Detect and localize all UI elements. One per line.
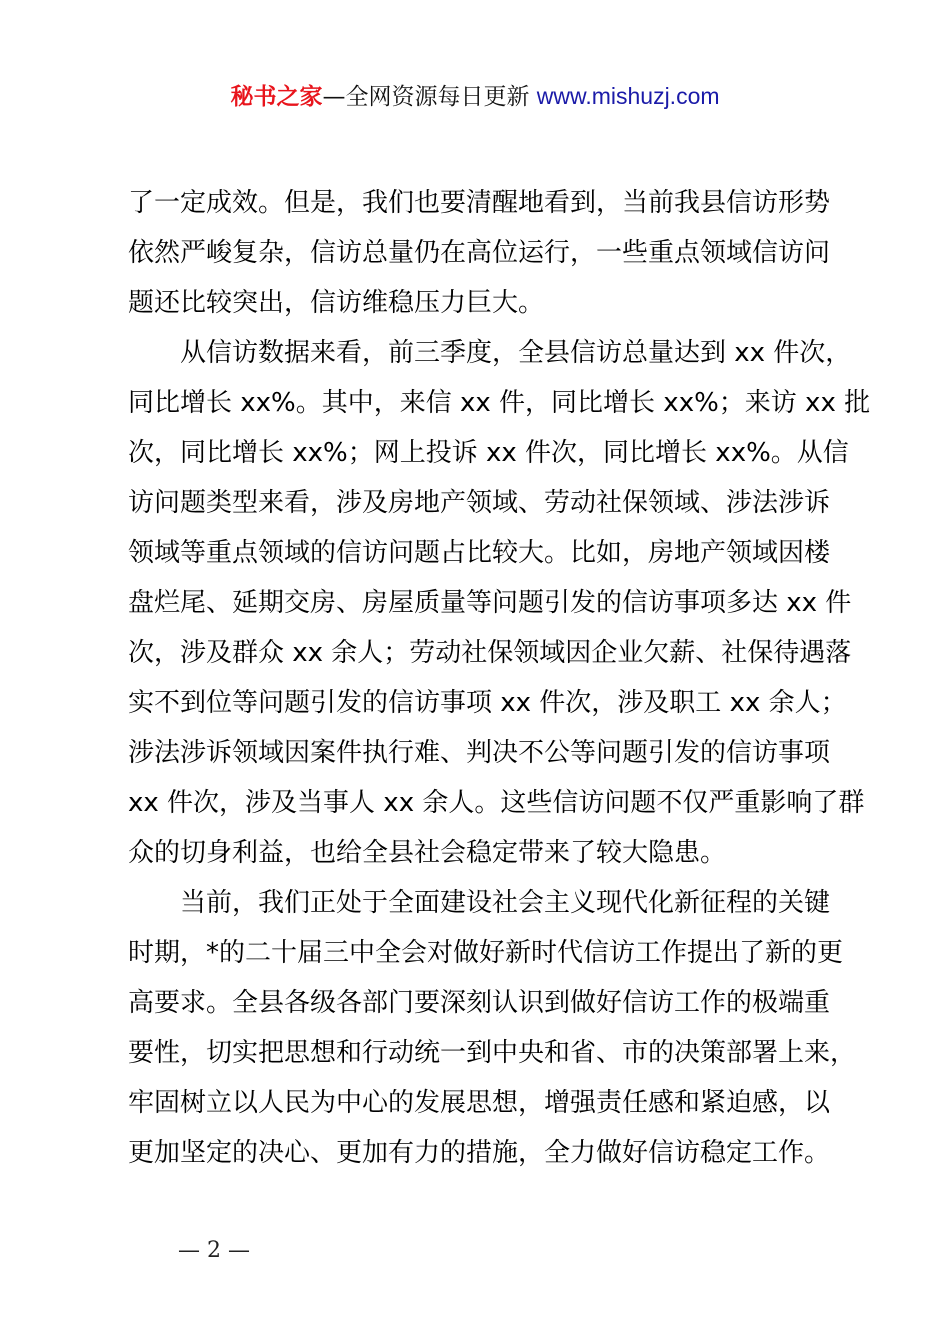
text-line: 访问题类型来看，涉及房地产领域、劳动社保领域、涉法涉诉 bbox=[128, 488, 831, 518]
text-line: 众的切身利益，也给全县社会稳定带来了较大隐患。 bbox=[128, 838, 727, 868]
document-body bbox=[128, 178, 871, 1178]
site-url-link[interactable]: www.mishuzj.com bbox=[536, 83, 720, 109]
text-line: 高要求。全县各级各部门要深刻认识到做好信访工作的极端重 bbox=[128, 988, 831, 1018]
site-tagline: —全网资源每日更新 bbox=[322, 84, 537, 110]
text-line: 要性，切实把思想和行动统一到中央和省、市的决策部署上来， bbox=[128, 1038, 857, 1068]
text-line: 题还比较突出，信访维稳压力巨大。 bbox=[128, 288, 545, 318]
text-line: 领域等重点领域的信访问题占比较大。比如，房地产领域因楼 bbox=[128, 538, 831, 568]
text-line: 牢固树立以人民为中心的发展思想，增强责任感和紧迫感，以 bbox=[128, 1088, 831, 1118]
text-line: 涉法涉诉领域因案件执行难、判决不公等问题引发的信访事项 bbox=[128, 738, 831, 768]
text-line: xx 件次，涉及当事人 xx 余人。这些信访问题不仅严重影响了群 bbox=[128, 788, 865, 818]
paragraph-start-line: 当前，我们正处于全面建设社会主义现代化新征程的关键 bbox=[180, 888, 831, 918]
text-line: 盘烂尾、延期交房、房屋质量等问题引发的信访事项多达 xx 件 bbox=[128, 588, 852, 618]
site-brand: 秘书之家 bbox=[230, 84, 323, 110]
text-line: 实不到位等问题引发的信访事项 xx 件次，涉及职工 xx 余人； bbox=[128, 688, 847, 718]
page-number: — 2 — bbox=[178, 1238, 250, 1263]
text-line: 更加坚定的决心、更加有力的措施，全力做好信访稳定工作。 bbox=[128, 1138, 831, 1168]
paragraph-start-line: 从信访数据来看，前三季度，全县信访总量达到 xx 件次， bbox=[180, 338, 852, 368]
text-line: 依然严峻复杂，信访总量仍在高位运行，一些重点领域信访问 bbox=[128, 238, 831, 268]
page-header bbox=[0, 79, 950, 114]
text-line: 同比增长 xx%。其中，来信 xx 件，同比增长 xx%；来访 xx 批 bbox=[128, 388, 871, 418]
text-line: 时期，*的二十届三中全会对做好新时代信访工作提出了新的更 bbox=[128, 938, 844, 968]
text-line: 次，同比增长 xx%；网上投诉 xx 件次，同比增长 xx%。从信 bbox=[128, 438, 849, 468]
text-line: 次，涉及群众 xx 余人；劳动社保领域因企业欠薪、社保待遇落 bbox=[128, 638, 852, 668]
text-line: 了一定成效。但是，我们也要清醒地看到，当前我县信访形势 bbox=[128, 188, 831, 218]
